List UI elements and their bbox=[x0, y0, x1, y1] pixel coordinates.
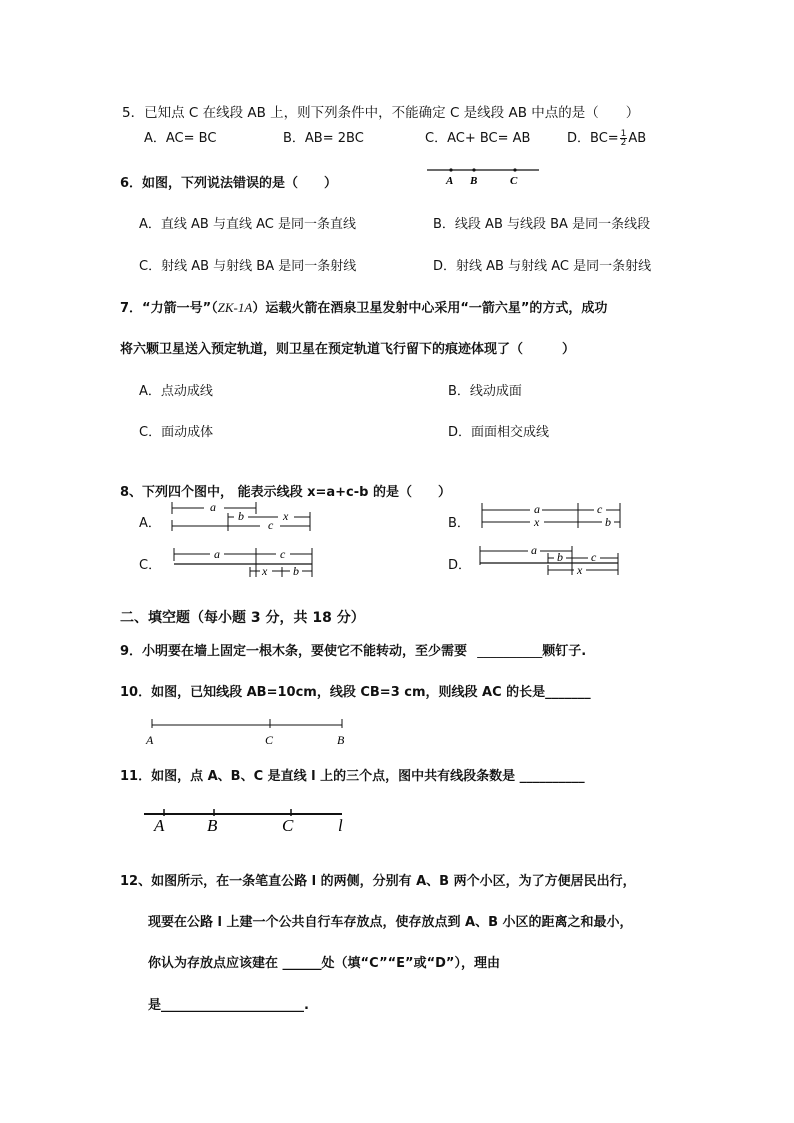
q6-label-a: A bbox=[446, 175, 454, 187]
q7-stem-line2: 将六颗卫星送入预定轨道，则卫星在预定轨道飞行留下的痕迹体现了（ ） bbox=[120, 342, 576, 357]
q8-option-d: D． bbox=[448, 558, 472, 573]
q8-option-a: A． bbox=[139, 516, 161, 531]
q8b-label-a: a bbox=[534, 502, 540, 516]
q8a-label-c: c bbox=[268, 518, 274, 532]
q7-option-d: D．面面相交成线 bbox=[448, 425, 550, 440]
q8-option-b: B． bbox=[448, 516, 470, 531]
q7-stem-line1: 7．“力箭一号”（ZK-1A）运载火箭在酒泉卫星发射中心采用“一箭六星”的方式，成功 bbox=[120, 300, 608, 316]
q11-label-b: B bbox=[207, 816, 218, 835]
q6-option-c: C．射线 AB 与射线 BA 是同一条射线 bbox=[139, 259, 357, 274]
q5-option-d: D．BC= $\frac{1}{2}$ AB bbox=[567, 129, 647, 148]
q5-option-b: B．AB= 2BC bbox=[283, 131, 364, 146]
q8-option-c: C． bbox=[139, 558, 162, 573]
q8-figure-c bbox=[170, 545, 320, 581]
q11-label-c: C bbox=[282, 816, 294, 835]
q8a-label-a: a bbox=[210, 500, 216, 514]
q6-stem: 6．如图，下列说法错误的是（ ） bbox=[120, 176, 338, 191]
q9-text: 9．小明要在墙上固定一根木条，要使它不能转动，至少需要 __________颗钉子. bbox=[120, 644, 587, 659]
q8a-label-x: x bbox=[283, 509, 289, 523]
q8a-label-b: b bbox=[238, 509, 244, 523]
q11-figure bbox=[144, 804, 354, 836]
q8-figure-b bbox=[478, 500, 628, 534]
q8d-label-c: c bbox=[591, 550, 597, 564]
q6-option-d: D．射线 AB 与射线 AC 是同一条射线 bbox=[433, 259, 652, 274]
q12-line3: 你认为存放点应该建在 ______处（填“C”“E”或“D”），理由 bbox=[148, 956, 500, 971]
q8-stem: 8、下列四个图中， 能表示线段 x=a+c-b 的是（ ） bbox=[120, 485, 451, 500]
q12-line4: 是______________________. bbox=[148, 998, 309, 1013]
q8b-label-b: b bbox=[605, 515, 611, 529]
q8d-label-x: x bbox=[577, 563, 583, 577]
q10-label-b: B bbox=[337, 733, 345, 747]
q8-figure-d bbox=[476, 543, 626, 579]
q10-label-c: C bbox=[265, 733, 274, 747]
q8c-label-b: b bbox=[293, 564, 299, 578]
q8b-label-x: x bbox=[534, 515, 540, 529]
q7-option-b: B．线动成面 bbox=[448, 384, 522, 399]
q8c-label-x: x bbox=[262, 564, 268, 578]
q11-label-l: l bbox=[338, 816, 343, 835]
q6-label-b: B bbox=[470, 175, 478, 187]
q8c-label-a: a bbox=[214, 547, 220, 561]
q6-option-a: A．直线 AB 与直线 AC 是同一条直线 bbox=[139, 217, 356, 232]
fraction-one-half: $\frac{1}{2}$ bbox=[620, 129, 627, 148]
q6-label-c: C bbox=[510, 175, 518, 187]
q5-option-c: C．AC+ BC= AB bbox=[425, 131, 531, 146]
q8-figure-a bbox=[168, 500, 318, 536]
q12-line2: 现要在公路 l 上建一个公共自行车存放点，使存放点到 A、B 小区的距离之和最小， bbox=[148, 915, 633, 930]
q7-option-a: A．点动成线 bbox=[139, 384, 213, 399]
q10-label-a: A bbox=[146, 733, 154, 747]
q8b-label-c: c bbox=[597, 502, 603, 516]
q11-text: 11．如图，点 A、B、C 是直线 l 上的三个点，图中共有线段条数是 __________ bbox=[120, 769, 585, 784]
q12-line1: 12、如图所示，在一条笔直公路 l 的两侧，分别有 A、B 两个小区，为了方便居民出行， bbox=[120, 874, 636, 889]
q8d-label-b: b bbox=[557, 550, 563, 564]
section-title: 二、填空题（每小题 3 分，共 18 分） bbox=[120, 610, 365, 626]
q11-label-a: A bbox=[154, 816, 165, 835]
q8c-label-c: c bbox=[280, 547, 286, 561]
q6-option-b: B．线段 AB 与线段 BA 是同一条线段 bbox=[433, 217, 651, 232]
q7-option-c: C．面动成体 bbox=[139, 425, 214, 440]
q5-option-a: A．AC= BC bbox=[144, 131, 217, 146]
q6-figure bbox=[425, 163, 545, 187]
q8d-label-a: a bbox=[531, 543, 537, 557]
q10-text: 10．如图，已知线段 AB=10cm，线段 CB=3 cm，则线段 AC 的长是_______ bbox=[120, 685, 591, 700]
q5-stem: 5．已知点 C 在线段 AB 上，则下列条件中，不能确定 C 是线段 AB 中点的是（ ） bbox=[122, 105, 640, 121]
q10-figure bbox=[146, 716, 356, 750]
